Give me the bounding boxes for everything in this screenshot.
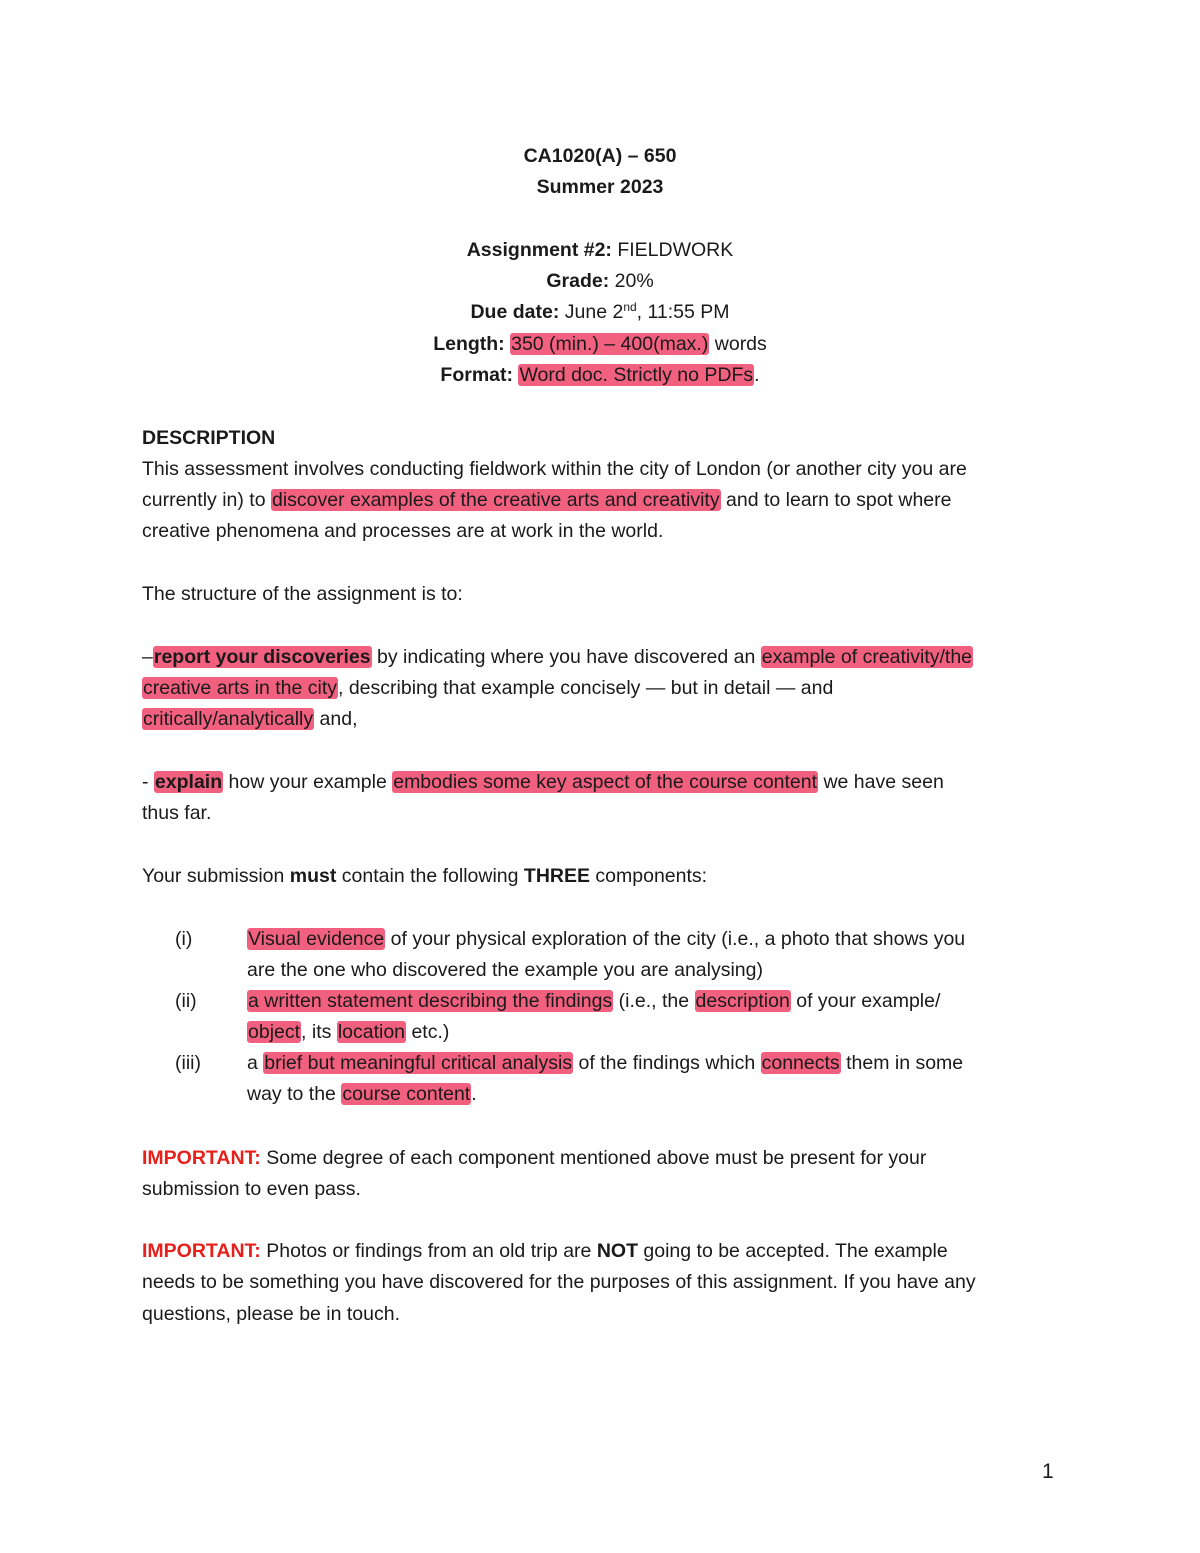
- due-date-line: Due date: June 2nd, 11:55 PM: [470, 300, 730, 323]
- highlight: 350 (min.) – 400(max.): [511, 333, 709, 355]
- bullet-1-line-3: critically/analytically and,: [143, 708, 358, 730]
- highlight: location: [337, 1021, 406, 1043]
- course-code: CA1020(A) – 650: [523, 145, 677, 167]
- highlight: creative arts in the city: [143, 677, 337, 699]
- list-number: (i): [175, 928, 193, 950]
- highlight: example of creativity/the: [761, 646, 973, 668]
- bullet-1-line-2: creative arts in the city, describing that example concisely — but in detail — and: [143, 677, 834, 699]
- bullet-2-line-2: thus far.: [142, 802, 212, 824]
- grade-line: Grade: 20%: [546, 270, 654, 292]
- description-paragraph-line-2: currently in) to discover examples of the creative arts and creativity and to learn to spot where: [142, 489, 952, 511]
- highlight: Word doc. Strictly no PDFs: [519, 364, 754, 386]
- length-line: Length: 350 (min.) – 400(max.) words: [433, 333, 767, 355]
- list-item-i-line-1: Visual evidence of your physical exploration of the city (i.e., a photo that shows you: [248, 928, 966, 950]
- highlight: connects: [761, 1052, 840, 1074]
- highlight: a written statement describing the findings: [248, 990, 613, 1012]
- description-heading: DESCRIPTION: [142, 427, 276, 449]
- highlight: object: [248, 1021, 301, 1043]
- assignment-line: Assignment #2: FIELDWORK: [466, 239, 734, 261]
- important-note-2-line-1: IMPORTANT: Photos or findings from an old trip are NOT going to be accepted. The example: [142, 1240, 948, 1262]
- highlight: description: [695, 990, 790, 1012]
- page-number: 1: [1042, 1460, 1054, 1483]
- components-intro: Your submission must contain the following THREE components:: [142, 865, 708, 887]
- important-note-2-line-3: questions, please be in touch.: [142, 1303, 401, 1325]
- highlight: brief but meaningful critical analysis: [264, 1052, 573, 1074]
- list-item-i-line-2: are the one who discovered the example you are analysing): [247, 959, 763, 981]
- list-number: (ii): [175, 990, 197, 1012]
- highlight: course content: [342, 1083, 471, 1105]
- structure-intro: The structure of the assignment is to:: [142, 583, 463, 605]
- bullet-2-line-1: - explain how your example embodies some key aspect of the course content we have seen: [142, 771, 944, 793]
- list-item-iii-line-1: a brief but meaningful critical analysis of the findings which connects them in some: [247, 1052, 964, 1074]
- highlight: Visual evidence: [248, 928, 385, 950]
- important-note-1-line-1: IMPORTANT: Some degree of each component mentioned above must be present for your: [142, 1147, 927, 1169]
- highlight: critically/analytically: [143, 708, 314, 730]
- highlight: explain: [154, 771, 223, 793]
- important-label: IMPORTANT:: [142, 1147, 261, 1169]
- format-line: Format: Word doc. Strictly no PDFs.: [440, 364, 760, 386]
- list-item-iii-line-2: way to the course content.: [247, 1083, 477, 1105]
- list-number: (iii): [175, 1052, 201, 1074]
- important-note-1-line-2: submission to even pass.: [142, 1178, 361, 1200]
- list-item-ii-line-2: object, its location etc.): [248, 1021, 450, 1043]
- description-paragraph-line-3: creative phenomena and processes are at work in the world.: [142, 520, 664, 542]
- highlight: discover examples of the creative arts and creativity: [271, 489, 720, 511]
- highlight: report your discoveries: [153, 646, 371, 668]
- description-paragraph-line-1: This assessment involves conducting fieldwork within the city of London (or another city you are: [142, 458, 967, 480]
- list-item-ii-line-1: a written statement describing the findings (i.e., the description of your example/: [248, 990, 941, 1012]
- important-note-2-line-2: needs to be something you have discovered for the purposes of this assignment. If you have any: [142, 1271, 976, 1293]
- bullet-1-line-1: –report your discoveries by indicating where you have discovered an example of creativity/the: [142, 646, 973, 668]
- highlight: embodies some key aspect of the course content: [393, 771, 818, 793]
- important-label: IMPORTANT:: [142, 1240, 261, 1262]
- term: Summer 2023: [536, 176, 664, 198]
